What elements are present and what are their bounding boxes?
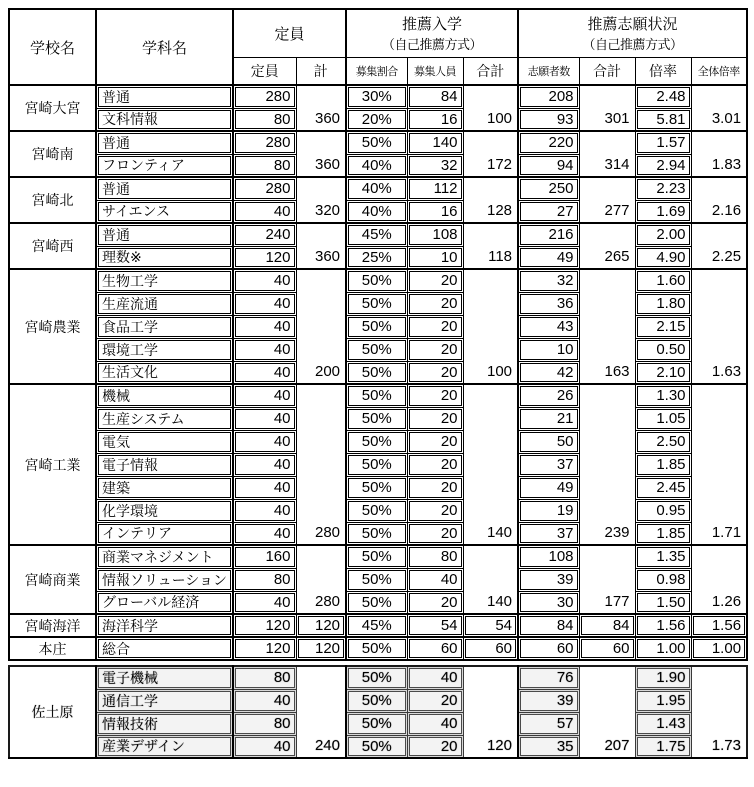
capacity-cell: 280 — [233, 177, 296, 200]
col-header-department: 学科名 — [96, 9, 233, 85]
shigan-group-subtitle: （自己推薦方式） — [582, 37, 683, 53]
pasted-table-body — [9, 666, 747, 758]
col-header-overall-ratio: 全体倍率 — [691, 57, 747, 85]
quota-count-cell: 140 — [407, 131, 463, 154]
quota-count-cell: 112 — [407, 177, 463, 200]
applicants-cell: 208 — [518, 85, 579, 108]
applicants-total-cell: 163 — [579, 269, 635, 384]
quota-count-cell: 20 — [407, 430, 463, 453]
school-name-cell: 宮崎工業 — [9, 384, 96, 545]
overall-ratio-cell: 1.00 — [691, 637, 747, 660]
quota-ratio-cell: 50% — [346, 637, 407, 660]
table-header — [9, 9, 747, 85]
table-row — [9, 269, 747, 292]
applicants-total-cell: 277 — [579, 177, 635, 223]
capacity-cell: 120 — [233, 637, 296, 660]
quota-count-cell: 16 — [407, 108, 463, 131]
ratio-cell: 1.75 — [635, 735, 691, 758]
capacity-cell: 240 — [233, 223, 296, 246]
quota-ratio-cell: 50% — [346, 269, 407, 292]
school-name-cell: 本庄 — [9, 637, 96, 660]
applicants-cell: 220 — [518, 131, 579, 154]
quota-count-cell: 40 — [407, 568, 463, 591]
quota-total-cell: 140 — [463, 384, 518, 545]
table-row — [9, 154, 747, 177]
department-cell: 普通 — [96, 131, 233, 154]
quota-total-cell: 140 — [463, 545, 518, 614]
department-cell: 普通 — [96, 177, 233, 200]
ratio-cell: 1.90 — [635, 666, 691, 689]
capacity-cell: 40 — [233, 269, 296, 292]
quota-count-cell: 32 — [407, 154, 463, 177]
ratio-cell: 1.00 — [635, 637, 691, 660]
ratio-cell: 1.05 — [635, 407, 691, 430]
col-header-ratio: 倍率 — [635, 57, 691, 85]
ratio-cell: 1.35 — [635, 545, 691, 568]
col-header-capacity-group: 定員 — [233, 9, 346, 57]
quota-ratio-cell: 45% — [346, 614, 407, 637]
table-row — [9, 545, 747, 568]
capacity-cell: 80 — [233, 666, 296, 689]
school-name-cell: 宮崎農業 — [9, 269, 96, 384]
applicants-cell: 26 — [518, 384, 579, 407]
table-row — [9, 735, 747, 758]
quota-count-cell: 40 — [407, 712, 463, 735]
department-cell: 電子情報 — [96, 453, 233, 476]
shigan-group-title: 推薦志願状況 — [587, 16, 678, 34]
department-cell: 海洋科学 — [96, 614, 233, 637]
quota-total-cell: 172 — [463, 131, 518, 177]
table-row — [9, 637, 747, 660]
applicants-total-cell: 265 — [579, 223, 635, 269]
department-cell: 情報技術 — [96, 712, 233, 735]
quota-total-cell: 128 — [463, 177, 518, 223]
capacity-cell: 40 — [233, 591, 296, 614]
applicants-total-cell: 60 — [579, 637, 635, 660]
table-row — [9, 131, 747, 154]
applicants-total-cell: 177 — [579, 545, 635, 614]
capacity-total-cell: 120 — [296, 637, 346, 660]
ratio-cell: 5.81 — [635, 108, 691, 131]
col-header-applicants-total: 合計 — [579, 57, 635, 85]
department-cell: 化学環境 — [96, 499, 233, 522]
applicants-cell: 37 — [518, 522, 579, 545]
quota-ratio-cell: 50% — [346, 591, 407, 614]
quota-ratio-cell: 50% — [346, 407, 407, 430]
capacity-cell: 40 — [233, 453, 296, 476]
applicants-cell: 37 — [518, 453, 579, 476]
department-cell: 生物工学 — [96, 269, 233, 292]
capacity-cell: 80 — [233, 568, 296, 591]
quota-count-cell: 20 — [407, 476, 463, 499]
capacity-total-cell: 320 — [296, 177, 346, 223]
ratio-cell: 2.15 — [635, 315, 691, 338]
applicants-cell: 216 — [518, 223, 579, 246]
applicants-cell: 30 — [518, 591, 579, 614]
quota-ratio-cell: 50% — [346, 361, 407, 384]
capacity-cell: 40 — [233, 407, 296, 430]
school-name-cell: 宮崎南 — [9, 131, 96, 177]
col-header-quota-count: 募集人員 — [407, 57, 463, 85]
applicants-total-cell: 314 — [579, 131, 635, 177]
quota-count-cell: 16 — [407, 200, 463, 223]
header-row-groups — [9, 9, 747, 57]
capacity-cell: 80 — [233, 108, 296, 131]
applicants-cell: 27 — [518, 200, 579, 223]
quota-count-cell: 20 — [407, 292, 463, 315]
capacity-cell: 80 — [233, 712, 296, 735]
department-cell: サイエンス — [96, 200, 233, 223]
col-header-suisen-group — [346, 9, 518, 57]
table-row — [9, 453, 747, 476]
department-cell: 生産システム — [96, 407, 233, 430]
department-cell: 生産流通 — [96, 292, 233, 315]
ratio-cell: 1.50 — [635, 591, 691, 614]
overall-ratio-cell: 1.83 — [691, 131, 747, 177]
quota-count-cell: 10 — [407, 246, 463, 269]
applicants-cell: 93 — [518, 108, 579, 131]
ratio-cell: 2.10 — [635, 361, 691, 384]
capacity-cell: 40 — [233, 200, 296, 223]
applicants-cell: 10 — [518, 338, 579, 361]
quota-count-cell: 40 — [407, 666, 463, 689]
quota-count-cell: 20 — [407, 591, 463, 614]
table-row — [9, 591, 747, 614]
overall-ratio-cell: 1.63 — [691, 269, 747, 384]
overall-ratio-cell: 1.73 — [691, 666, 747, 758]
department-cell: 商業マネジメント — [96, 545, 233, 568]
department-cell: 情報ソリューション — [96, 568, 233, 591]
overall-ratio-cell: 1.56 — [691, 614, 747, 637]
capacity-cell: 40 — [233, 430, 296, 453]
applicants-cell: 76 — [518, 666, 579, 689]
quota-ratio-cell: 20% — [346, 108, 407, 131]
quota-count-cell: 20 — [407, 499, 463, 522]
ratio-cell: 1.80 — [635, 292, 691, 315]
quota-total-cell: 120 — [463, 666, 518, 758]
capacity-cell: 120 — [233, 246, 296, 269]
table-row — [9, 85, 747, 108]
department-cell: インテリア — [96, 522, 233, 545]
ratio-cell: 1.69 — [635, 200, 691, 223]
capacity-total-cell: 360 — [296, 223, 346, 269]
col-header-quota-ratio: 募集割合 — [346, 57, 407, 85]
quota-ratio-cell: 40% — [346, 177, 407, 200]
capacity-cell: 280 — [233, 85, 296, 108]
ratio-cell: 1.57 — [635, 131, 691, 154]
applicants-cell: 21 — [518, 407, 579, 430]
applicants-cell: 49 — [518, 246, 579, 269]
table-row — [9, 522, 747, 545]
table-row — [9, 361, 747, 384]
capacity-total-cell: 240 — [296, 666, 346, 758]
ratio-cell: 1.85 — [635, 453, 691, 476]
ratio-cell: 1.85 — [635, 522, 691, 545]
applicants-cell: 50 — [518, 430, 579, 453]
quota-ratio-cell: 50% — [346, 430, 407, 453]
department-cell: 生活文化 — [96, 361, 233, 384]
table-row — [9, 476, 747, 499]
table-row — [9, 689, 747, 712]
quota-count-cell: 20 — [407, 522, 463, 545]
capacity-cell: 80 — [233, 154, 296, 177]
ratio-cell: 4.90 — [635, 246, 691, 269]
quota-ratio-cell: 50% — [346, 522, 407, 545]
capacity-cell: 40 — [233, 476, 296, 499]
applicants-cell: 49 — [518, 476, 579, 499]
col-header-applicants: 志願者数 — [518, 57, 579, 85]
col-header-capacity-total: 計 — [296, 57, 346, 85]
quota-count-cell: 60 — [407, 637, 463, 660]
quota-total-cell: 100 — [463, 269, 518, 384]
applicants-cell: 43 — [518, 315, 579, 338]
department-cell: 機械 — [96, 384, 233, 407]
department-cell: グローバル経済 — [96, 591, 233, 614]
ratio-cell: 2.00 — [635, 223, 691, 246]
department-cell: 文科情報 — [96, 108, 233, 131]
applicants-cell: 108 — [518, 545, 579, 568]
department-cell: フロンティア — [96, 154, 233, 177]
overall-ratio-cell: 1.26 — [691, 545, 747, 614]
school-name-cell: 宮崎北 — [9, 177, 96, 223]
capacity-cell: 40 — [233, 361, 296, 384]
quota-count-cell: 20 — [407, 269, 463, 292]
quota-count-cell: 84 — [407, 85, 463, 108]
department-cell: 食品工学 — [96, 315, 233, 338]
applicants-cell: 94 — [518, 154, 579, 177]
applicants-cell: 35 — [518, 735, 579, 758]
school-name-cell: 佐土原 — [9, 666, 96, 758]
table-row — [9, 200, 747, 223]
quota-count-cell: 108 — [407, 223, 463, 246]
department-cell: 電子機械 — [96, 666, 233, 689]
applicants-cell: 84 — [518, 614, 579, 637]
col-header-capacity: 定員 — [233, 57, 296, 85]
table-row — [9, 177, 747, 200]
applicants-cell: 19 — [518, 499, 579, 522]
applicants-total-cell: 239 — [579, 384, 635, 545]
quota-ratio-cell: 50% — [346, 453, 407, 476]
capacity-cell: 120 — [233, 614, 296, 637]
table-row — [9, 666, 747, 689]
table-row — [9, 712, 747, 735]
capacity-total-cell: 200 — [296, 269, 346, 384]
quota-ratio-cell: 25% — [346, 246, 407, 269]
ratio-cell: 1.95 — [635, 689, 691, 712]
applicants-total-cell: 207 — [579, 666, 635, 758]
quota-count-cell: 20 — [407, 407, 463, 430]
ratio-cell: 2.50 — [635, 430, 691, 453]
quota-total-cell: 54 — [463, 614, 518, 637]
department-cell: 産業デザイン — [96, 735, 233, 758]
applicants-total-cell: 84 — [579, 614, 635, 637]
capacity-cell: 40 — [233, 522, 296, 545]
overall-ratio-cell: 1.71 — [691, 384, 747, 545]
col-header-school: 学校名 — [9, 9, 96, 85]
department-cell: 建築 — [96, 476, 233, 499]
applicants-cell: 32 — [518, 269, 579, 292]
quota-ratio-cell: 40% — [346, 154, 407, 177]
department-cell: 通信工学 — [96, 689, 233, 712]
main-table-body — [9, 85, 747, 660]
table-row — [9, 384, 747, 407]
quota-total-cell: 60 — [463, 637, 518, 660]
applicants-cell: 39 — [518, 568, 579, 591]
suisen-group-subtitle: （自己推薦方式） — [382, 37, 483, 53]
department-cell: 普通 — [96, 85, 233, 108]
quota-ratio-cell: 50% — [346, 499, 407, 522]
table-row — [9, 223, 747, 246]
capacity-total-cell: 360 — [296, 131, 346, 177]
applicants-cell: 60 — [518, 637, 579, 660]
department-cell: 環境工学 — [96, 338, 233, 361]
overall-ratio-cell: 3.01 — [691, 85, 747, 131]
quota-count-cell: 20 — [407, 735, 463, 758]
quota-total-cell: 118 — [463, 223, 518, 269]
capacity-cell: 40 — [233, 315, 296, 338]
table-row — [9, 246, 747, 269]
quota-ratio-cell: 50% — [346, 568, 407, 591]
capacity-total-cell: 280 — [296, 545, 346, 614]
department-cell: 普通 — [96, 223, 233, 246]
capacity-total-cell: 120 — [296, 614, 346, 637]
ratio-cell: 1.56 — [635, 614, 691, 637]
table-row — [9, 614, 747, 637]
pasted-table — [8, 665, 748, 759]
table-row — [9, 499, 747, 522]
capacity-cell: 40 — [233, 689, 296, 712]
applicants-total-cell: 301 — [579, 85, 635, 131]
department-cell: 電気 — [96, 430, 233, 453]
applicants-cell: 39 — [518, 689, 579, 712]
ratio-cell: 1.30 — [635, 384, 691, 407]
quota-count-cell: 20 — [407, 361, 463, 384]
capacity-cell: 40 — [233, 292, 296, 315]
table-row — [9, 407, 747, 430]
quota-count-cell: 20 — [407, 384, 463, 407]
quota-ratio-cell: 50% — [346, 384, 407, 407]
quota-count-cell: 20 — [407, 453, 463, 476]
quota-ratio-cell: 50% — [346, 338, 407, 361]
main-table — [8, 8, 748, 661]
ratio-cell: 2.45 — [635, 476, 691, 499]
school-name-cell: 宮崎海洋 — [9, 614, 96, 637]
ratio-cell: 2.48 — [635, 85, 691, 108]
quota-ratio-cell: 50% — [346, 131, 407, 154]
quota-count-cell: 20 — [407, 338, 463, 361]
quota-ratio-cell: 45% — [346, 223, 407, 246]
col-header-shigan-group — [518, 9, 747, 57]
capacity-cell: 280 — [233, 131, 296, 154]
quota-ratio-cell: 50% — [346, 712, 407, 735]
ratio-cell: 0.98 — [635, 568, 691, 591]
ratio-cell: 2.94 — [635, 154, 691, 177]
suisen-group-title: 推薦入学 — [402, 16, 463, 34]
quota-count-cell: 80 — [407, 545, 463, 568]
ratio-cell: 1.43 — [635, 712, 691, 735]
quota-ratio-cell: 30% — [346, 85, 407, 108]
capacity-total-cell: 360 — [296, 85, 346, 131]
capacity-cell: 40 — [233, 735, 296, 758]
table-row — [9, 108, 747, 131]
school-name-cell: 宮崎商業 — [9, 545, 96, 614]
department-cell: 理数※ — [96, 246, 233, 269]
quota-total-cell: 100 — [463, 85, 518, 131]
quota-ratio-cell: 50% — [346, 545, 407, 568]
overall-ratio-cell: 2.25 — [691, 223, 747, 269]
ratio-cell: 0.50 — [635, 338, 691, 361]
ratio-cell: 0.95 — [635, 499, 691, 522]
quota-count-cell: 54 — [407, 614, 463, 637]
applicants-cell: 36 — [518, 292, 579, 315]
table-row — [9, 315, 747, 338]
quota-count-cell: 20 — [407, 315, 463, 338]
department-cell: 総合 — [96, 637, 233, 660]
quota-ratio-cell: 50% — [346, 315, 407, 338]
capacity-cell: 40 — [233, 499, 296, 522]
table-row — [9, 430, 747, 453]
col-header-quota-total: 合計 — [463, 57, 518, 85]
school-name-cell: 宮崎西 — [9, 223, 96, 269]
quota-ratio-cell: 50% — [346, 476, 407, 499]
quota-count-cell: 20 — [407, 689, 463, 712]
applicants-cell: 250 — [518, 177, 579, 200]
quota-ratio-cell: 50% — [346, 666, 407, 689]
table-row — [9, 338, 747, 361]
applicants-cell: 42 — [518, 361, 579, 384]
overall-ratio-cell: 2.16 — [691, 177, 747, 223]
table-row — [9, 568, 747, 591]
school-name-cell: 宮崎大宮 — [9, 85, 96, 131]
quota-ratio-cell: 50% — [346, 292, 407, 315]
ratio-cell: 2.23 — [635, 177, 691, 200]
quota-ratio-cell: 50% — [346, 689, 407, 712]
quota-ratio-cell: 40% — [346, 200, 407, 223]
capacity-cell: 40 — [233, 384, 296, 407]
capacity-total-cell: 280 — [296, 384, 346, 545]
table-row — [9, 292, 747, 315]
applicants-cell: 57 — [518, 712, 579, 735]
capacity-cell: 40 — [233, 338, 296, 361]
capacity-cell: 160 — [233, 545, 296, 568]
ratio-cell: 1.60 — [635, 269, 691, 292]
quota-ratio-cell: 50% — [346, 735, 407, 758]
